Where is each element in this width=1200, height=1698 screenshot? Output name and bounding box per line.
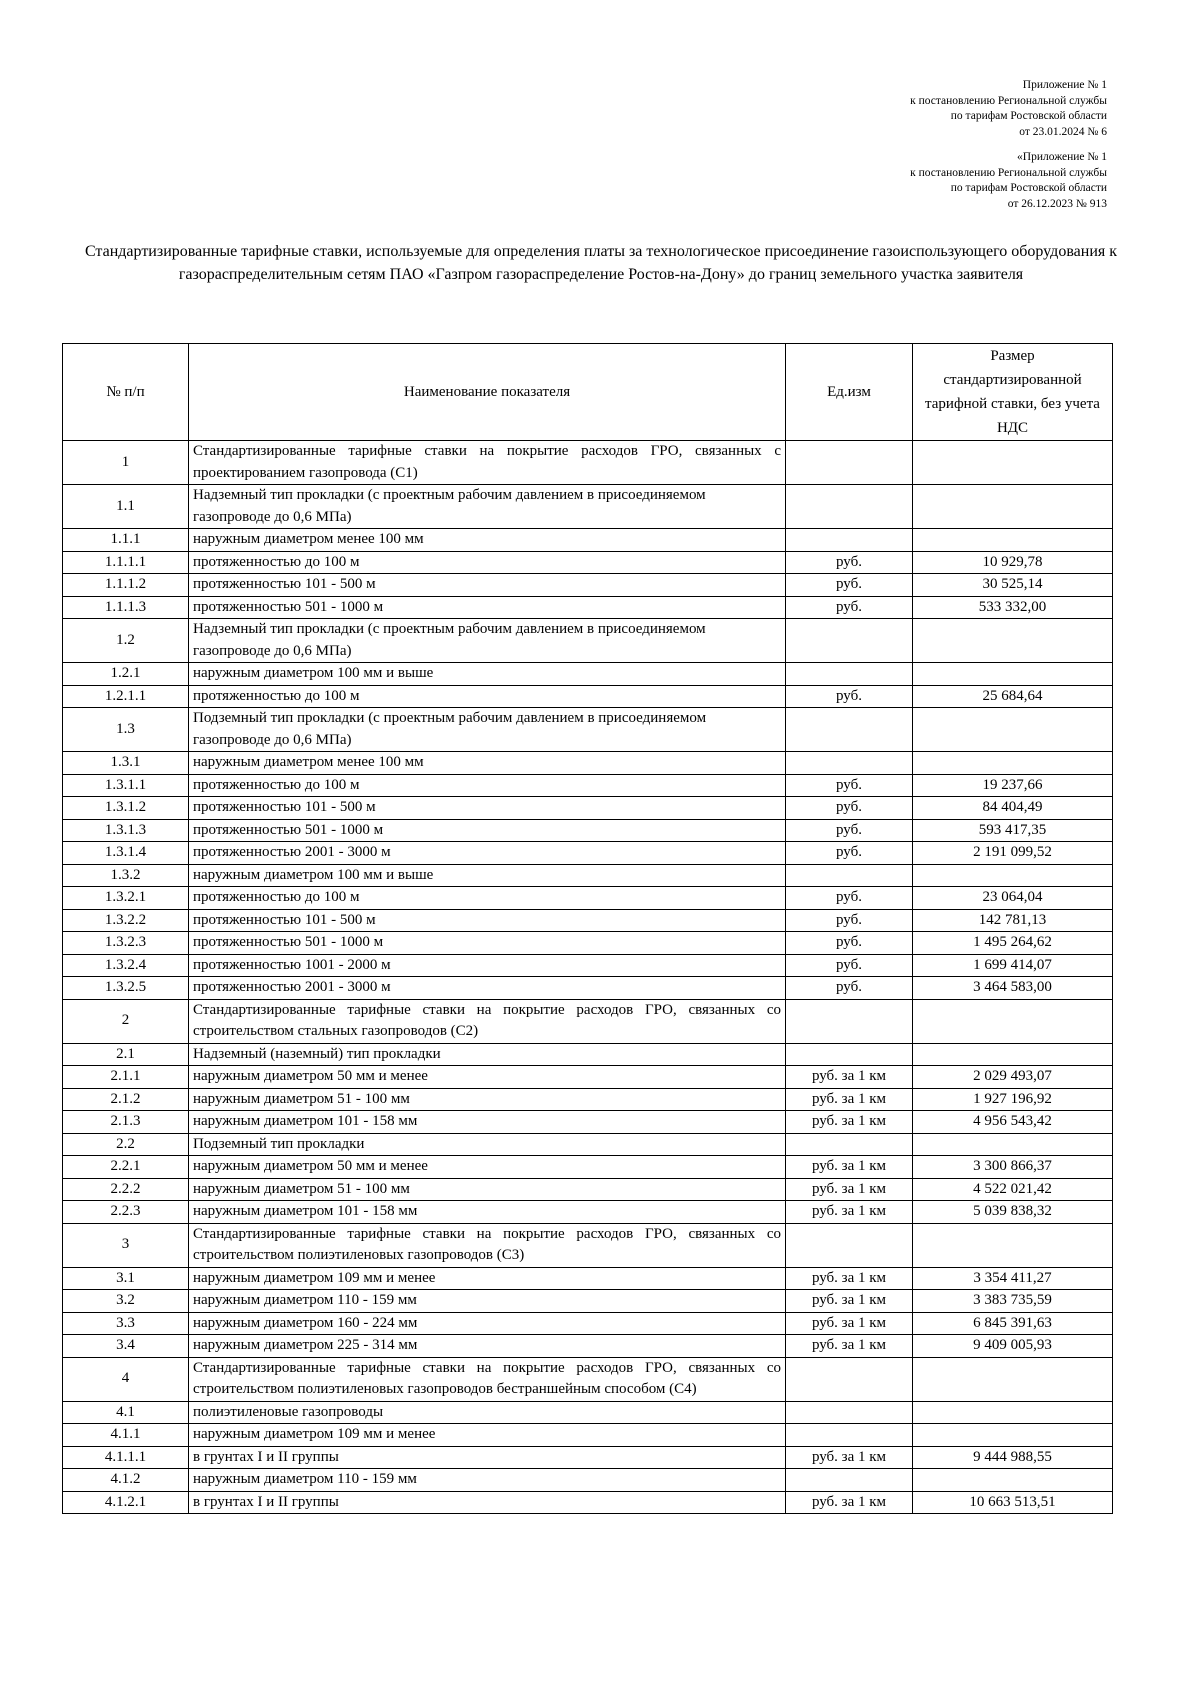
row-name: протяженностью до 100 м	[189, 685, 786, 708]
row-name: наружным диаметром 50 мм и менее	[189, 1066, 786, 1089]
row-number: 2.1.2	[63, 1088, 189, 1111]
row-unit	[786, 529, 913, 552]
row-unit: руб.	[786, 954, 913, 977]
row-value	[913, 1424, 1113, 1447]
table-row	[63, 1401, 1113, 1424]
row-unit	[786, 1424, 913, 1447]
table-row	[63, 999, 1113, 1043]
table-row	[63, 887, 1113, 910]
row-unit: руб.	[786, 551, 913, 574]
row-number: 1.3.2.4	[63, 954, 189, 977]
table-row	[63, 1357, 1113, 1401]
row-value: 23 064,04	[913, 887, 1113, 910]
row-value: 1 495 264,62	[913, 932, 1113, 955]
table-row	[63, 797, 1113, 820]
row-name: в грунтах I и II группы	[189, 1446, 786, 1469]
appendix-line: к постановлению Региональной службы	[910, 94, 1107, 107]
row-name: Надземный тип прокладки (с проектным рабочим давлением в присоединяемом газопроводе до 0,6 МПа)	[189, 485, 786, 529]
row-unit	[786, 752, 913, 775]
row-value	[913, 1401, 1113, 1424]
row-unit	[786, 619, 913, 663]
row-unit: руб. за 1 км	[786, 1088, 913, 1111]
row-number: 1.3.1.3	[63, 819, 189, 842]
row-unit	[786, 1133, 913, 1156]
row-name: наружным диаметром 109 мм и менее	[189, 1424, 786, 1447]
row-value: 10 929,78	[913, 551, 1113, 574]
row-unit: руб.	[786, 977, 913, 1000]
row-name: наружным диаметром менее 100 мм	[189, 529, 786, 552]
table-row	[63, 1201, 1113, 1224]
row-number: 1.1.1	[63, 529, 189, 552]
header-name: Наименование показателя	[189, 344, 786, 441]
row-value: 9 409 005,93	[913, 1335, 1113, 1358]
row-name: протяженностью 101 - 500 м	[189, 797, 786, 820]
table-row	[63, 1133, 1113, 1156]
row-number: 1.2.1.1	[63, 685, 189, 708]
appendix-line: «Приложение № 1	[1017, 151, 1107, 163]
table-row	[63, 909, 1113, 932]
row-unit	[786, 1043, 913, 1066]
row-value: 4 522 021,42	[913, 1178, 1113, 1201]
table-row	[63, 441, 1113, 485]
appendix-line: от 26.12.2023 № 913	[1007, 197, 1107, 210]
row-unit: руб. за 1 км	[786, 1267, 913, 1290]
table-row	[63, 1088, 1113, 1111]
row-number: 1.2.1	[63, 663, 189, 686]
row-number: 4.1.1.1	[63, 1446, 189, 1469]
row-value	[913, 752, 1113, 775]
header-value: Размер стандартизированной тарифной ставки, без учета НДС	[913, 344, 1113, 441]
row-unit: руб.	[786, 842, 913, 865]
row-value: 2 191 099,52	[913, 842, 1113, 865]
table-row	[63, 932, 1113, 955]
row-value: 533 332,00	[913, 596, 1113, 619]
row-unit	[786, 485, 913, 529]
table-row	[63, 819, 1113, 842]
header-unit: Ед.изм	[786, 344, 913, 441]
row-value: 3 464 583,00	[913, 977, 1113, 1000]
row-unit: руб. за 1 км	[786, 1335, 913, 1358]
row-name: Стандартизированные тарифные ставки на покрытие расходов ГРО, связанных со строительством полиэтиленовых газопроводов (С3)	[189, 1223, 786, 1267]
row-unit	[786, 663, 913, 686]
row-value	[913, 529, 1113, 552]
row-value: 2 029 493,07	[913, 1066, 1113, 1089]
table-row	[63, 708, 1113, 752]
row-name: наружным диаметром 110 - 159 мм	[189, 1469, 786, 1492]
row-value: 3 300 866,37	[913, 1156, 1113, 1179]
row-value: 84 404,49	[913, 797, 1113, 820]
table-row	[63, 663, 1113, 686]
table-row	[63, 1312, 1113, 1335]
row-value	[913, 999, 1113, 1043]
row-number: 1.3.1.2	[63, 797, 189, 820]
table-row	[63, 685, 1113, 708]
row-number: 4.1.1	[63, 1424, 189, 1447]
row-name: наружным диаметром 225 - 314 мм	[189, 1335, 786, 1358]
tariff-table-body	[63, 441, 1113, 1514]
row-value	[913, 1357, 1113, 1401]
row-number: 4	[63, 1357, 189, 1401]
row-number: 1.3.1.1	[63, 774, 189, 797]
row-name: в грунтах I и II группы	[189, 1491, 786, 1514]
row-name: протяженностью до 100 м	[189, 887, 786, 910]
row-name: наружным диаметром 109 мм и менее	[189, 1267, 786, 1290]
row-number: 1.2	[63, 619, 189, 663]
row-name: наружным диаметром 51 - 100 мм	[189, 1178, 786, 1201]
row-name: наружным диаметром 101 - 158 мм	[189, 1111, 786, 1134]
row-value	[913, 619, 1113, 663]
row-value: 30 525,14	[913, 574, 1113, 597]
row-value: 19 237,66	[913, 774, 1113, 797]
table-row	[63, 1267, 1113, 1290]
row-name: наружным диаметром 51 - 100 мм	[189, 1088, 786, 1111]
row-value	[913, 1043, 1113, 1066]
row-unit	[786, 708, 913, 752]
row-number: 2.2.2	[63, 1178, 189, 1201]
row-name: Подземный тип прокладки (с проектным рабочим давлением в присоединяемом газопроводе до 0,6 МПа)	[189, 708, 786, 752]
appendix-line: от 23.01.2024 № 6	[1019, 125, 1107, 138]
table-row	[63, 1335, 1113, 1358]
row-value: 3 383 735,59	[913, 1290, 1113, 1313]
table-header-row	[63, 344, 1113, 441]
appendix-line: по тарифам Ростовской области	[950, 182, 1107, 194]
row-unit: руб. за 1 км	[786, 1491, 913, 1514]
row-unit: руб.	[786, 574, 913, 597]
row-number: 4.1.2.1	[63, 1491, 189, 1514]
table-row	[63, 1446, 1113, 1469]
row-unit: руб.	[786, 685, 913, 708]
row-number: 1.1.1.1	[63, 551, 189, 574]
row-number: 2.1	[63, 1043, 189, 1066]
table-row	[63, 1066, 1113, 1089]
row-name: протяженностью 2001 - 3000 м	[189, 842, 786, 865]
row-value: 25 684,64	[913, 685, 1113, 708]
row-unit: руб. за 1 км	[786, 1312, 913, 1335]
row-number: 3.4	[63, 1335, 189, 1358]
row-unit: руб. за 1 км	[786, 1156, 913, 1179]
row-unit	[786, 999, 913, 1043]
table-row	[63, 1043, 1113, 1066]
row-value	[913, 663, 1113, 686]
row-number: 1.3.2.1	[63, 887, 189, 910]
row-name: наружным диаметром 100 мм и выше	[189, 864, 786, 887]
row-name: наружным диаметром 160 - 224 мм	[189, 1312, 786, 1335]
table-row	[63, 1424, 1113, 1447]
table-row	[63, 1491, 1113, 1514]
table-row	[63, 574, 1113, 597]
row-number: 1.3.2.2	[63, 909, 189, 932]
row-name: протяженностью 101 - 500 м	[189, 909, 786, 932]
table-row	[63, 1111, 1113, 1134]
row-unit	[786, 1401, 913, 1424]
row-number: 2.1.1	[63, 1066, 189, 1089]
row-number: 3.3	[63, 1312, 189, 1335]
row-unit: руб. за 1 км	[786, 1290, 913, 1313]
header-num: № п/п	[63, 344, 189, 441]
row-unit	[786, 864, 913, 887]
row-name: протяженностью 1001 - 2000 м	[189, 954, 786, 977]
row-number: 1	[63, 441, 189, 485]
row-number: 1.3	[63, 708, 189, 752]
row-value: 593 417,35	[913, 819, 1113, 842]
table-row	[63, 842, 1113, 865]
row-number: 1.1	[63, 485, 189, 529]
row-number: 4.1.2	[63, 1469, 189, 1492]
row-unit: руб. за 1 км	[786, 1111, 913, 1134]
row-name: протяженностью 501 - 1000 м	[189, 596, 786, 619]
row-value: 1 927 196,92	[913, 1088, 1113, 1111]
row-number: 1.3.1	[63, 752, 189, 775]
row-value: 6 845 391,63	[913, 1312, 1113, 1335]
row-unit: руб. за 1 км	[786, 1446, 913, 1469]
row-name: Стандартизированные тарифные ставки на покрытие расходов ГРО, связанных со строительством полиэтиленовых газопроводов бестраншейным способом (С4)	[189, 1357, 786, 1401]
row-unit	[786, 1223, 913, 1267]
row-unit: руб.	[786, 797, 913, 820]
table-row	[63, 1290, 1113, 1313]
row-name: наружным диаметром 50 мм и менее	[189, 1156, 786, 1179]
document-title: Стандартизированные тарифные ставки, используемые для определения платы за технологическое присоединение газоиспользующего оборудования к газораспределительным сетям ПАО «Газпром газораспределение Ростов-на-Дону» до границ земельного участка заявителя	[84, 243, 1118, 283]
table-row	[63, 864, 1113, 887]
row-unit: руб. за 1 км	[786, 1178, 913, 1201]
row-value: 1 699 414,07	[913, 954, 1113, 977]
row-name: наружным диаметром 110 - 159 мм	[189, 1290, 786, 1313]
row-number: 2	[63, 999, 189, 1043]
row-unit: руб.	[786, 932, 913, 955]
row-number: 2.2.1	[63, 1156, 189, 1179]
table-row	[63, 774, 1113, 797]
row-name: протяженностью 2001 - 3000 м	[189, 977, 786, 1000]
row-name: Подземный тип прокладки	[189, 1133, 786, 1156]
table-row	[63, 619, 1113, 663]
row-value: 9 444 988,55	[913, 1446, 1113, 1469]
appendix-current-reference	[910, 78, 1107, 140]
appendix-line: по тарифам Ростовской области	[950, 110, 1107, 122]
row-number: 3.2	[63, 1290, 189, 1313]
row-name: Надземный тип прокладки (с проектным рабочим давлением в присоединяемом газопроводе до 0,6 МПа)	[189, 619, 786, 663]
row-value	[913, 441, 1113, 485]
row-number: 3.1	[63, 1267, 189, 1290]
row-number: 2.2.3	[63, 1201, 189, 1224]
row-number: 1.3.1.4	[63, 842, 189, 865]
table-row	[63, 529, 1113, 552]
row-number: 1.3.2.5	[63, 977, 189, 1000]
table-row	[63, 1469, 1113, 1492]
row-name: протяженностью до 100 м	[189, 774, 786, 797]
row-value	[913, 708, 1113, 752]
row-name: протяженностью 501 - 1000 м	[189, 819, 786, 842]
row-number: 2.1.3	[63, 1111, 189, 1134]
row-number: 2.2	[63, 1133, 189, 1156]
row-name: Надземный (наземный) тип прокладки	[189, 1043, 786, 1066]
row-name: протяженностью 101 - 500 м	[189, 574, 786, 597]
row-value	[913, 864, 1113, 887]
row-number: 1.1.1.3	[63, 596, 189, 619]
row-number: 1.1.1.2	[63, 574, 189, 597]
row-value	[913, 485, 1113, 529]
row-value	[913, 1133, 1113, 1156]
row-name: протяженностью 501 - 1000 м	[189, 932, 786, 955]
row-value: 5 039 838,32	[913, 1201, 1113, 1224]
row-unit: руб.	[786, 596, 913, 619]
row-value: 4 956 543,42	[913, 1111, 1113, 1134]
row-unit: руб. за 1 км	[786, 1201, 913, 1224]
row-unit: руб.	[786, 887, 913, 910]
table-row	[63, 1178, 1113, 1201]
row-value: 3 354 411,27	[913, 1267, 1113, 1290]
row-value: 10 663 513,51	[913, 1491, 1113, 1514]
table-row	[63, 485, 1113, 529]
row-name: полиэтиленовые газопроводы	[189, 1401, 786, 1424]
row-unit: руб.	[786, 909, 913, 932]
row-name: Стандартизированные тарифные ставки на покрытие расходов ГРО, связанных с проектированием газопровода (С1)	[189, 441, 786, 485]
row-number: 3	[63, 1223, 189, 1267]
row-unit: руб.	[786, 819, 913, 842]
row-value: 142 781,13	[913, 909, 1113, 932]
appendix-line: Приложение № 1	[1022, 79, 1107, 91]
row-unit	[786, 1357, 913, 1401]
table-row	[63, 1223, 1113, 1267]
tariff-table	[62, 343, 1113, 1514]
table-row	[63, 954, 1113, 977]
table-row	[63, 1156, 1113, 1179]
table-row	[63, 596, 1113, 619]
row-name: наружным диаметром 101 - 158 мм	[189, 1201, 786, 1224]
row-number: 1.3.2.3	[63, 932, 189, 955]
row-value	[913, 1223, 1113, 1267]
table-row	[63, 551, 1113, 574]
row-name: протяженностью до 100 м	[189, 551, 786, 574]
appendix-previous-reference	[910, 150, 1107, 212]
row-number: 4.1	[63, 1401, 189, 1424]
appendix-line: к постановлению Региональной службы	[910, 166, 1107, 179]
row-value	[913, 1469, 1113, 1492]
row-name: Стандартизированные тарифные ставки на покрытие расходов ГРО, связанных со строительством стальных газопроводов (С2)	[189, 999, 786, 1043]
row-number: 1.3.2	[63, 864, 189, 887]
row-name: наружным диаметром 100 мм и выше	[189, 663, 786, 686]
row-name: наружным диаметром менее 100 мм	[189, 752, 786, 775]
row-unit	[786, 1469, 913, 1492]
row-unit: руб. за 1 км	[786, 1066, 913, 1089]
row-unit: руб.	[786, 774, 913, 797]
table-row	[63, 977, 1113, 1000]
row-unit	[786, 441, 913, 485]
table-row	[63, 752, 1113, 775]
